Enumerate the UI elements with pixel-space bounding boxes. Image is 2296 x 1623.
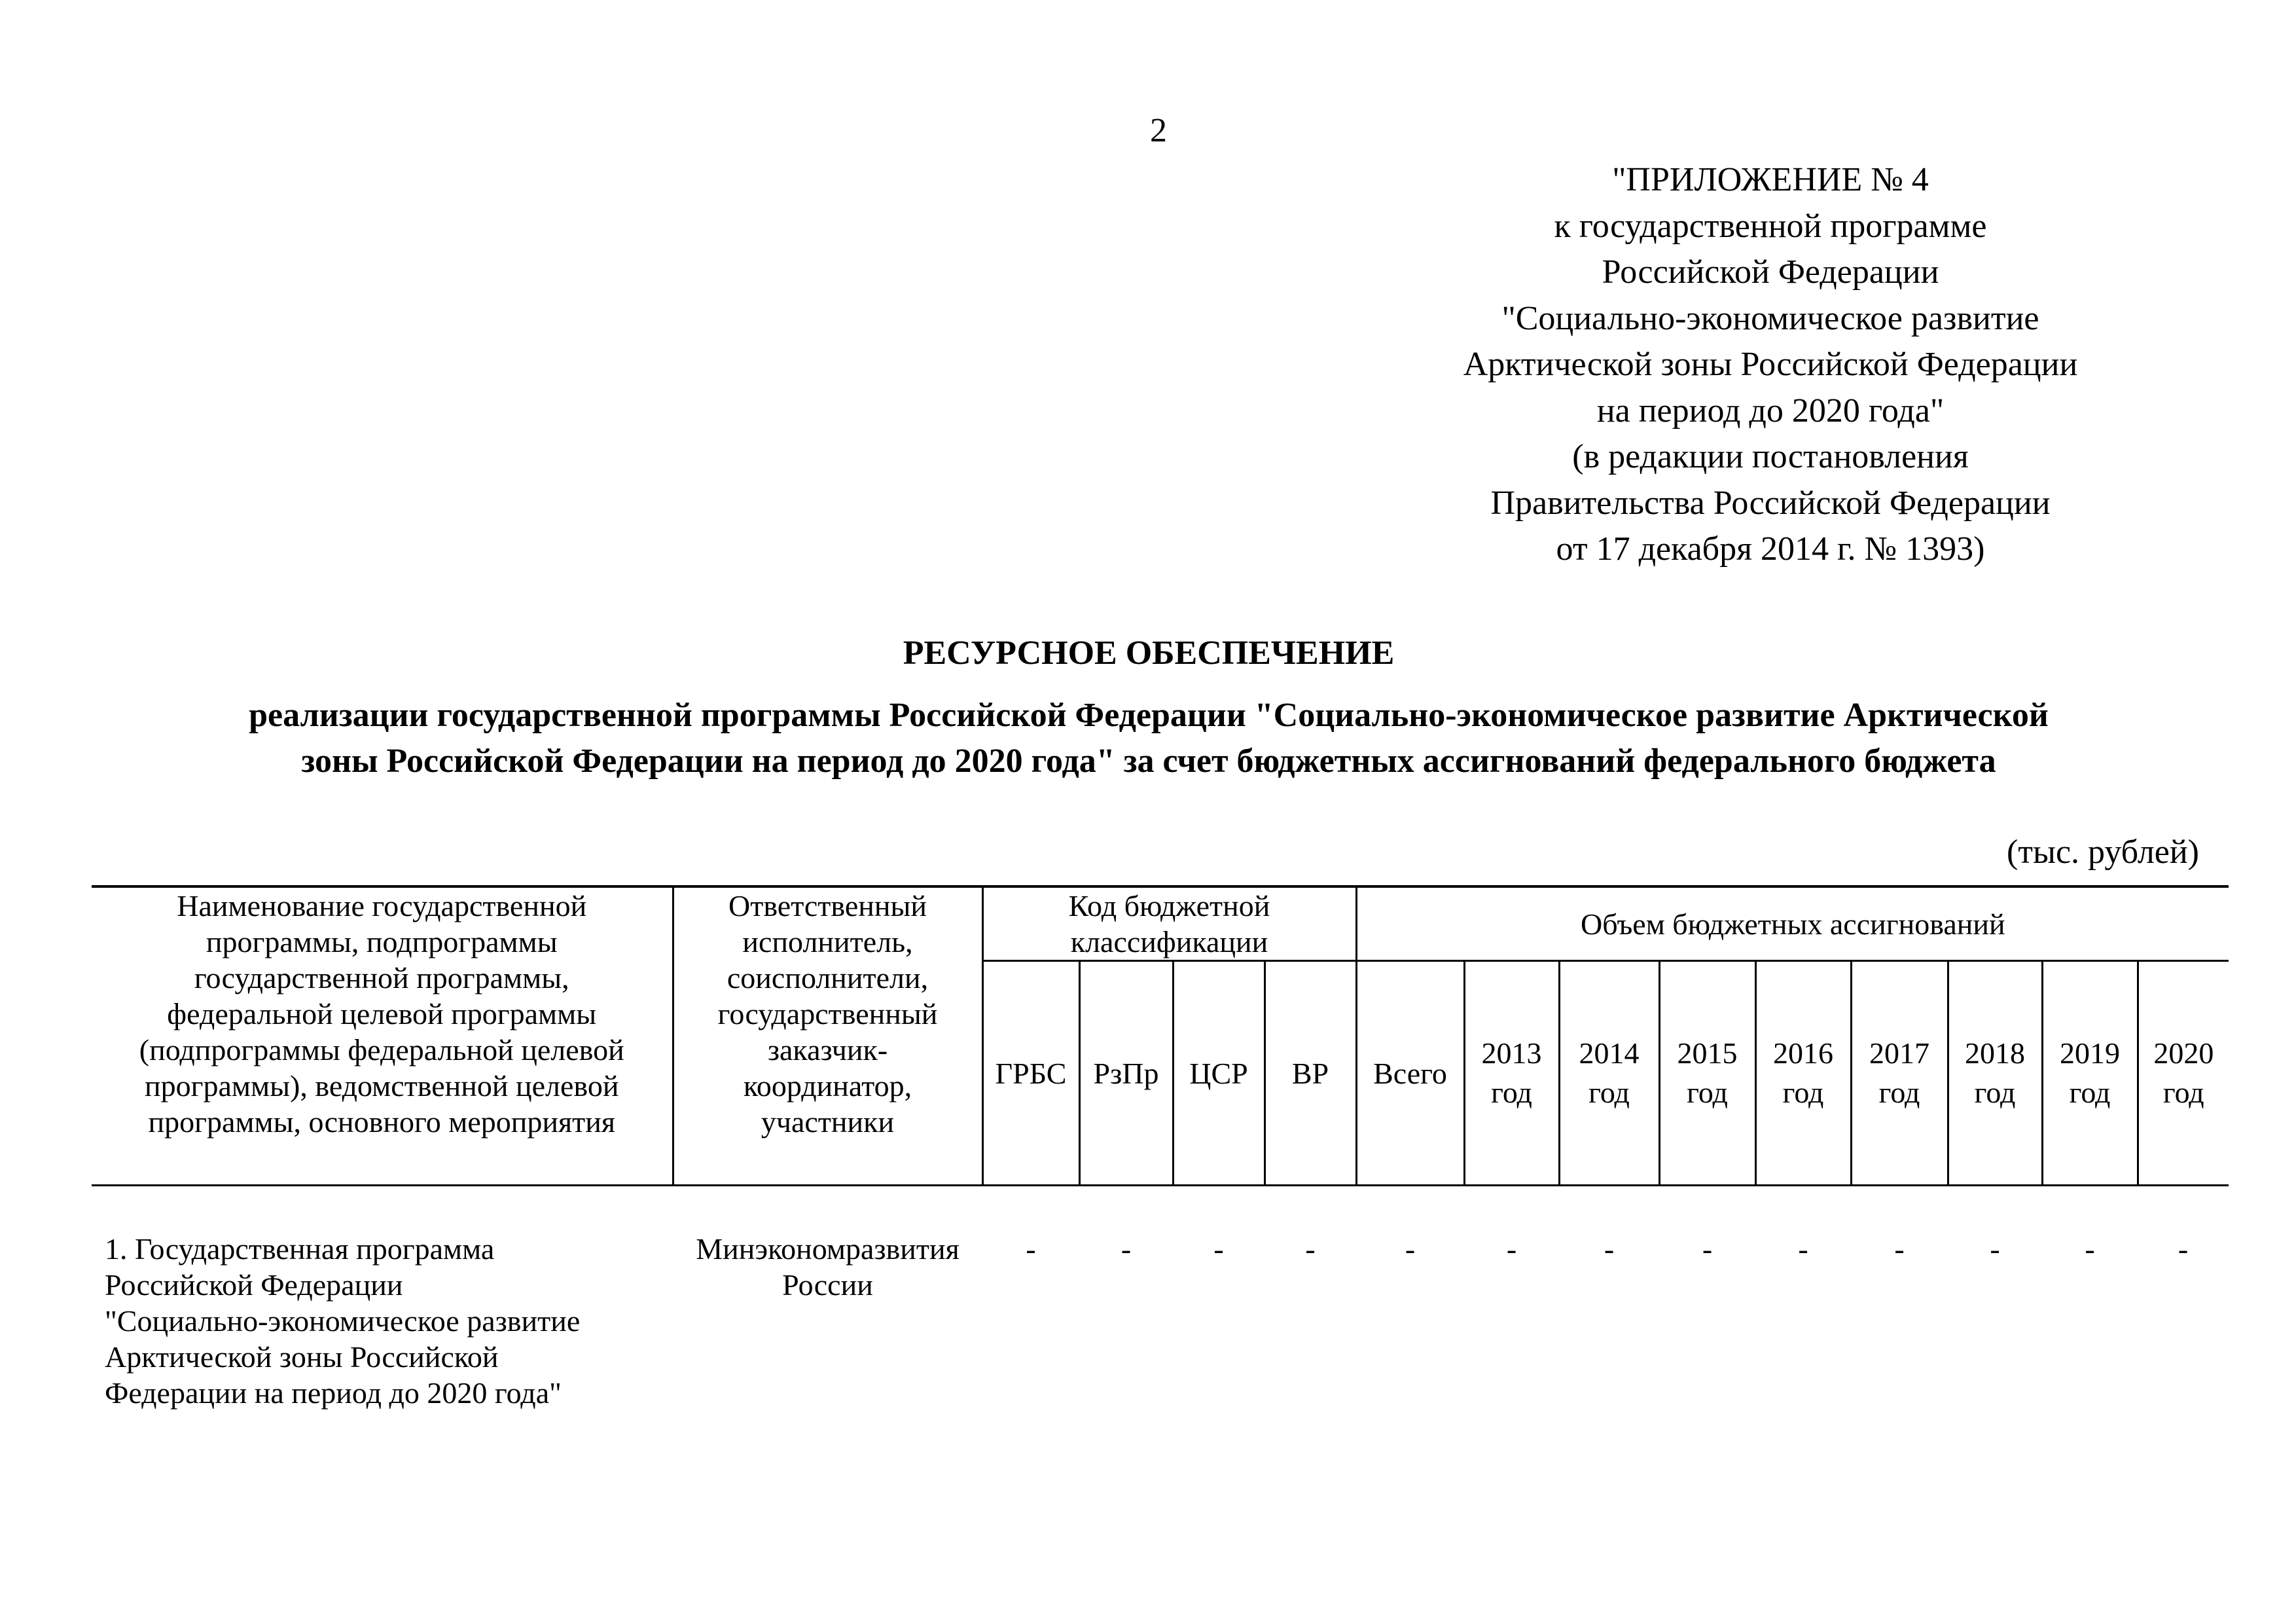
row-year-2017: - — [1894, 1232, 1905, 1266]
units-note: (тыс. рублей) — [2006, 833, 2199, 871]
appendix-line: Правительства Российской Федерации — [1490, 484, 2051, 522]
header-year-2017: 2017 год — [1851, 961, 1948, 1186]
header-year-2016: 2016 год — [1755, 961, 1851, 1186]
appendix-line: Арктической зоны Российской Федерации — [1463, 346, 2078, 383]
header-total: Всего — [1356, 961, 1464, 1186]
appendix-line: Российской Федерации — [1602, 253, 1939, 291]
header-year-2019: 2019 год — [2042, 961, 2138, 1186]
appendix-line: "ПРИЛОЖЕНИЕ № 4 — [1612, 161, 1929, 198]
page-number: 2 — [1150, 112, 1167, 149]
row-total: - — [1405, 1232, 1416, 1266]
row-year-2019: - — [2085, 1232, 2095, 1266]
header-program-name: Наименование государственной программы, подпрограммы государственной программы, федеральной целевой программы (подпрограммы федеральной целевой программы), ведомственной целевой программы, основного мероприятия — [92, 886, 673, 1186]
row-year-2016: - — [1798, 1232, 1808, 1266]
appendix-line: (в редакции постановления — [1572, 438, 1969, 475]
document-title: РЕСУРСНОЕ ОБЕСПЕЧЕНИЕ — [903, 634, 1395, 672]
row-grbs: - — [1026, 1232, 1036, 1266]
row-program-name: 1. Государственная программа Российской Федерации "Социально-экономическое развитие Арктической зоны Российской Федерации на период до 2020 года" — [105, 1232, 581, 1410]
header-responsible: Ответственный исполнитель, соисполнители, государственный заказчик- координатор, участники — [673, 886, 982, 1186]
subtitle-line-2: зоны Российской Федерации на период до 2020 года" за счет бюджетных ассигнований федерального бюджета — [301, 742, 1996, 780]
appendix-line: "Социально-экономическое развитие — [1501, 299, 2039, 337]
header-volume-group: Объем бюджетных ассигнований — [1356, 886, 2229, 961]
row-year-2013: - — [1506, 1232, 1517, 1266]
header-year-2014: 2014 год — [1559, 961, 1659, 1186]
row-year-2015: - — [1702, 1232, 1713, 1266]
header-classification-group: Код бюджетной классификации — [982, 886, 1356, 961]
table-row — [92, 1186, 2229, 1412]
row-csr: - — [1213, 1232, 1224, 1266]
document-subtitle — [98, 693, 2199, 784]
header-rzpr: РзПр — [1079, 961, 1173, 1186]
appendix-line: на период до 2020 года" — [1596, 392, 1945, 429]
appendix-line: от 17 декабря 2014 г. № 1393) — [1556, 530, 1985, 568]
header-vr: ВР — [1265, 961, 1356, 1186]
header-year-2018: 2018 год — [1948, 961, 2042, 1186]
subtitle-line-1: реализации государственной программы Российской Федерации "Социально-экономическое развитие Арктической — [249, 697, 2049, 734]
header-csr: ЦСР — [1173, 961, 1265, 1186]
header-grbs: ГРБС — [982, 961, 1079, 1186]
row-vr: - — [1305, 1232, 1316, 1266]
header-year-2013: 2013 год — [1464, 961, 1559, 1186]
budget-table — [92, 885, 2229, 1411]
header-year-2020: 2020 год — [2138, 961, 2229, 1186]
row-rzpr: - — [1121, 1232, 1132, 1266]
appendix-note — [1361, 157, 2179, 573]
header-year-2015: 2015 год — [1659, 961, 1755, 1186]
row-year-2014: - — [1604, 1232, 1615, 1266]
row-year-2018: - — [1990, 1232, 2000, 1266]
row-responsible: Минэкономразвития России — [696, 1232, 960, 1302]
row-year-2020: - — [2178, 1232, 2189, 1266]
appendix-line: к государственной программе — [1554, 207, 1987, 245]
